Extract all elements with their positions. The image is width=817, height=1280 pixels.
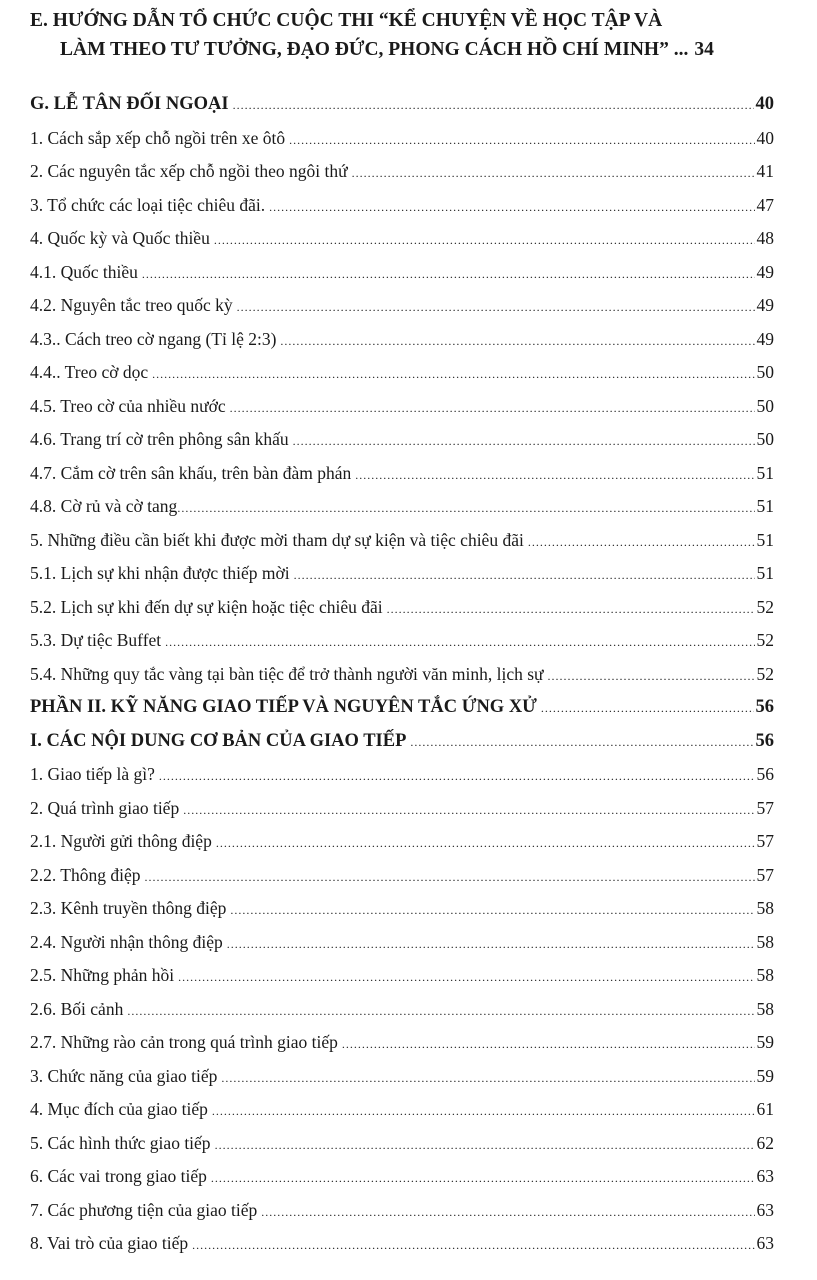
toc-entry[interactable] xyxy=(30,490,774,524)
dot-leader xyxy=(216,825,755,861)
toc-page-number: 56 xyxy=(755,697,774,717)
toc-heading-line-2 xyxy=(30,35,775,64)
toc-entry-label: 4.3.. Cách treo cờ ngang (Tỉ lệ 2:3) xyxy=(30,328,277,349)
toc-page-number: 40 xyxy=(755,94,774,114)
toc-entry[interactable] xyxy=(30,892,774,926)
toc-page-number: 56 xyxy=(756,764,774,784)
toc-page-number: 59 xyxy=(756,1065,774,1086)
toc-page-number: 40 xyxy=(756,127,774,148)
toc-entry[interactable] xyxy=(30,926,774,960)
dot-leader xyxy=(221,1060,754,1096)
toc-entry-label: 2.7. Những rào cản trong quá trình giao tiếp xyxy=(30,1032,338,1052)
toc-entry[interactable] xyxy=(30,658,774,692)
toc-entry-label: 1. Giao tiếp là gì? xyxy=(30,764,155,784)
toc-entry-label: 5.4. Những quy tắc vàng tại bàn tiệc để trở thành người văn minh, lịch sự xyxy=(30,663,544,684)
toc-page-number: 56 xyxy=(755,730,774,751)
dot-leader xyxy=(214,222,755,258)
dot-leader xyxy=(293,423,755,459)
toc-entry-label: 2.6. Bối cảnh xyxy=(30,998,124,1019)
toc-entry-label: 6. Các vai trong giao tiếp xyxy=(30,1166,207,1186)
dot-leader xyxy=(230,892,754,928)
dot-leader xyxy=(528,524,755,560)
toc-entry-label: 1. Cách sắp xếp chỗ ngồi trên xe ôtô xyxy=(30,127,286,148)
toc-entry[interactable] xyxy=(30,1160,774,1194)
toc-page-number: 49 xyxy=(756,295,774,315)
toc-entry-label: 4.4.. Treo cờ dọc xyxy=(30,362,149,382)
dot-leader xyxy=(152,356,754,392)
toc-page-number: 61 xyxy=(756,1099,774,1119)
toc-entry-label: PHẦN II. KỸ NĂNG GIAO TIẾP VÀ NGUYÊN TẮC ỨNG XỬ xyxy=(30,697,537,717)
table-of-contents xyxy=(30,88,774,1261)
toc-entry[interactable] xyxy=(30,1060,774,1094)
toc-entry[interactable] xyxy=(30,524,774,558)
toc-entry[interactable] xyxy=(30,691,774,725)
toc-page-number: 51 xyxy=(756,462,774,483)
toc-entry[interactable] xyxy=(30,959,774,993)
toc-entry[interactable] xyxy=(30,591,774,625)
toc-page-number: 57 xyxy=(756,864,774,885)
dot-leader xyxy=(387,591,755,627)
toc-entry[interactable] xyxy=(30,457,774,491)
dot-leader xyxy=(237,289,755,325)
toc-page-number: 50 xyxy=(756,429,774,449)
toc-entry-label: I. CÁC NỘI DUNG CƠ BẢN CỦA GIAO TIẾP xyxy=(30,730,407,751)
dot-leader xyxy=(233,88,754,123)
toc-heading-line-2-text: LÀM THEO TƯ TƯỞNG, ĐẠO ĐỨC, PHONG CÁCH HỒ CHÍ MINH” ... xyxy=(60,39,689,60)
toc-entry[interactable] xyxy=(30,825,774,859)
toc-entry[interactable] xyxy=(30,256,774,290)
dot-leader xyxy=(261,1194,754,1230)
toc-entry[interactable] xyxy=(30,155,774,189)
toc-page-number: 51 xyxy=(756,563,774,583)
toc-entry[interactable] xyxy=(30,1194,774,1228)
dot-leader xyxy=(165,624,754,660)
toc-entry-label: 2. Các nguyên tắc xếp chỗ ngồi theo ngôi thứ xyxy=(30,161,348,181)
toc-entry-label: 8. Vai trò của giao tiếp xyxy=(30,1233,189,1253)
toc-entry[interactable] xyxy=(30,557,774,591)
toc-page-number: 52 xyxy=(756,596,774,617)
dot-leader xyxy=(211,1160,755,1196)
dot-leader xyxy=(355,457,754,493)
toc-page-number: 49 xyxy=(756,328,774,349)
dot-leader xyxy=(410,725,753,760)
toc-heading-line-1: E. HƯỚNG DẪN TỔ CHỨC CUỘC THI “KỂ CHUYỆN VỀ HỌC TẬP VÀ xyxy=(30,10,663,31)
dot-leader xyxy=(342,1026,755,1062)
toc-entry-label: 4. Mục đích của giao tiếp xyxy=(30,1099,208,1119)
toc-page-number: 51 xyxy=(756,496,774,516)
toc-page-number: 57 xyxy=(756,797,774,818)
toc-page-number: 48 xyxy=(756,228,774,248)
toc-heading-e[interactable] xyxy=(30,6,775,64)
toc-entry-label: 2.3. Kênh truyền thông điệp xyxy=(30,898,227,918)
toc-entry-label: 4. Quốc kỳ và Quốc thiều xyxy=(30,228,210,248)
toc-entry-label: 4.5. Treo cờ của nhiều nước xyxy=(30,395,226,416)
dot-leader xyxy=(280,323,754,359)
toc-entry-label: 4.2. Nguyên tắc treo quốc kỳ xyxy=(30,295,233,315)
toc-entry-label: 5. Những điều cần biết khi được mời tham dự sự kiện và tiệc chiêu đãi xyxy=(30,529,524,550)
toc-entry-label: 3. Tổ chức các loại tiệc chiêu đãi. xyxy=(30,194,266,215)
dot-leader xyxy=(127,993,754,1029)
toc-page-number: 63 xyxy=(756,1233,774,1253)
dot-leader xyxy=(352,155,755,191)
dot-leader xyxy=(227,926,755,962)
toc-entry-label: 4.6. Trang trí cờ trên phông sân khấu xyxy=(30,429,289,449)
toc-page-number: 47 xyxy=(756,194,774,215)
dot-leader xyxy=(230,390,755,426)
toc-entry[interactable] xyxy=(30,222,774,256)
toc-entry-label: 2.1. Người gửi thông điệp xyxy=(30,831,212,851)
toc-entry-label: 4.8. Cờ rủ và cờ tang xyxy=(30,496,178,516)
toc-entry[interactable] xyxy=(30,189,774,223)
toc-page-number: 41 xyxy=(756,161,774,181)
dot-leader xyxy=(192,1227,754,1263)
toc-entry[interactable] xyxy=(30,993,774,1027)
toc-entry[interactable] xyxy=(30,390,774,424)
toc-entry[interactable] xyxy=(30,859,774,893)
dot-leader xyxy=(541,691,754,726)
dot-leader xyxy=(294,557,755,593)
dot-leader xyxy=(178,959,754,995)
dot-leader xyxy=(177,490,754,526)
toc-entry-label: 5.3. Dự tiệc Buffet xyxy=(30,630,162,650)
toc-entry-label: 5. Các hình thức giao tiếp xyxy=(30,1132,211,1153)
dot-leader xyxy=(215,1127,755,1163)
toc-page-number: 62 xyxy=(756,1132,774,1153)
toc-entry-label: 4.1. Quốc thiều xyxy=(30,261,138,282)
toc-entry[interactable] xyxy=(30,356,774,390)
toc-page-number: 63 xyxy=(756,1166,774,1186)
dot-leader xyxy=(142,256,755,292)
toc-page-number: 52 xyxy=(756,630,774,650)
dot-leader xyxy=(289,122,754,158)
toc-entry-label: 5.2. Lịch sự khi đến dự sự kiện hoặc tiệc chiêu đãi xyxy=(30,596,383,617)
toc-entry-label: 2.5. Những phản hồi xyxy=(30,965,175,985)
toc-entry-label: 2. Quá trình giao tiếp xyxy=(30,797,180,818)
toc-page-number: 59 xyxy=(756,1032,774,1052)
dot-leader xyxy=(548,658,755,694)
toc-entry[interactable] xyxy=(30,624,774,658)
toc-entry[interactable] xyxy=(30,1093,774,1127)
toc-page-number: 58 xyxy=(756,931,774,952)
dot-leader xyxy=(159,758,755,794)
toc-entry[interactable] xyxy=(30,1026,774,1060)
dot-leader xyxy=(269,189,754,225)
dot-leader xyxy=(183,792,754,828)
toc-entry[interactable] xyxy=(30,423,774,457)
toc-page-number: 50 xyxy=(756,362,774,382)
toc-entry-label: 2.4. Người nhận thông điệp xyxy=(30,931,223,952)
toc-page-number: 63 xyxy=(756,1199,774,1220)
toc-page-number: 58 xyxy=(756,998,774,1019)
toc-entry[interactable] xyxy=(30,88,774,122)
toc-entry[interactable] xyxy=(30,1227,774,1261)
toc-entry-label: 2.2. Thông điệp xyxy=(30,864,141,885)
toc-entry[interactable] xyxy=(30,725,774,759)
toc-entry[interactable] xyxy=(30,323,774,357)
toc-page-number: 51 xyxy=(756,529,774,550)
toc-entry-label: G. LỄ TÂN ĐỐI NGOẠI xyxy=(30,94,229,114)
toc-entry-label: 5.1. Lịch sự khi nhận được thiếp mời xyxy=(30,563,290,583)
toc-entry[interactable] xyxy=(30,1127,774,1161)
toc-page-number: 58 xyxy=(756,898,774,918)
dot-leader xyxy=(145,859,755,895)
toc-entry[interactable] xyxy=(30,758,774,792)
toc-entry[interactable] xyxy=(30,289,774,323)
dot-leader xyxy=(212,1093,755,1129)
toc-page-number: 57 xyxy=(756,831,774,851)
toc-entry[interactable] xyxy=(30,122,774,156)
toc-page-number: 34 xyxy=(694,39,714,60)
toc-page-number: 58 xyxy=(756,965,774,985)
toc-entry-label: 3. Chức năng của giao tiếp xyxy=(30,1065,218,1086)
toc-entry-label: 4.7. Cắm cờ trên sân khấu, trên bàn đàm phán xyxy=(30,462,352,483)
toc-page-number: 49 xyxy=(756,261,774,282)
toc-entry-label: 7. Các phương tiện của giao tiếp xyxy=(30,1199,258,1220)
toc-entry[interactable] xyxy=(30,792,774,826)
toc-page-number: 52 xyxy=(756,663,774,684)
toc-page-number: 50 xyxy=(756,395,774,416)
